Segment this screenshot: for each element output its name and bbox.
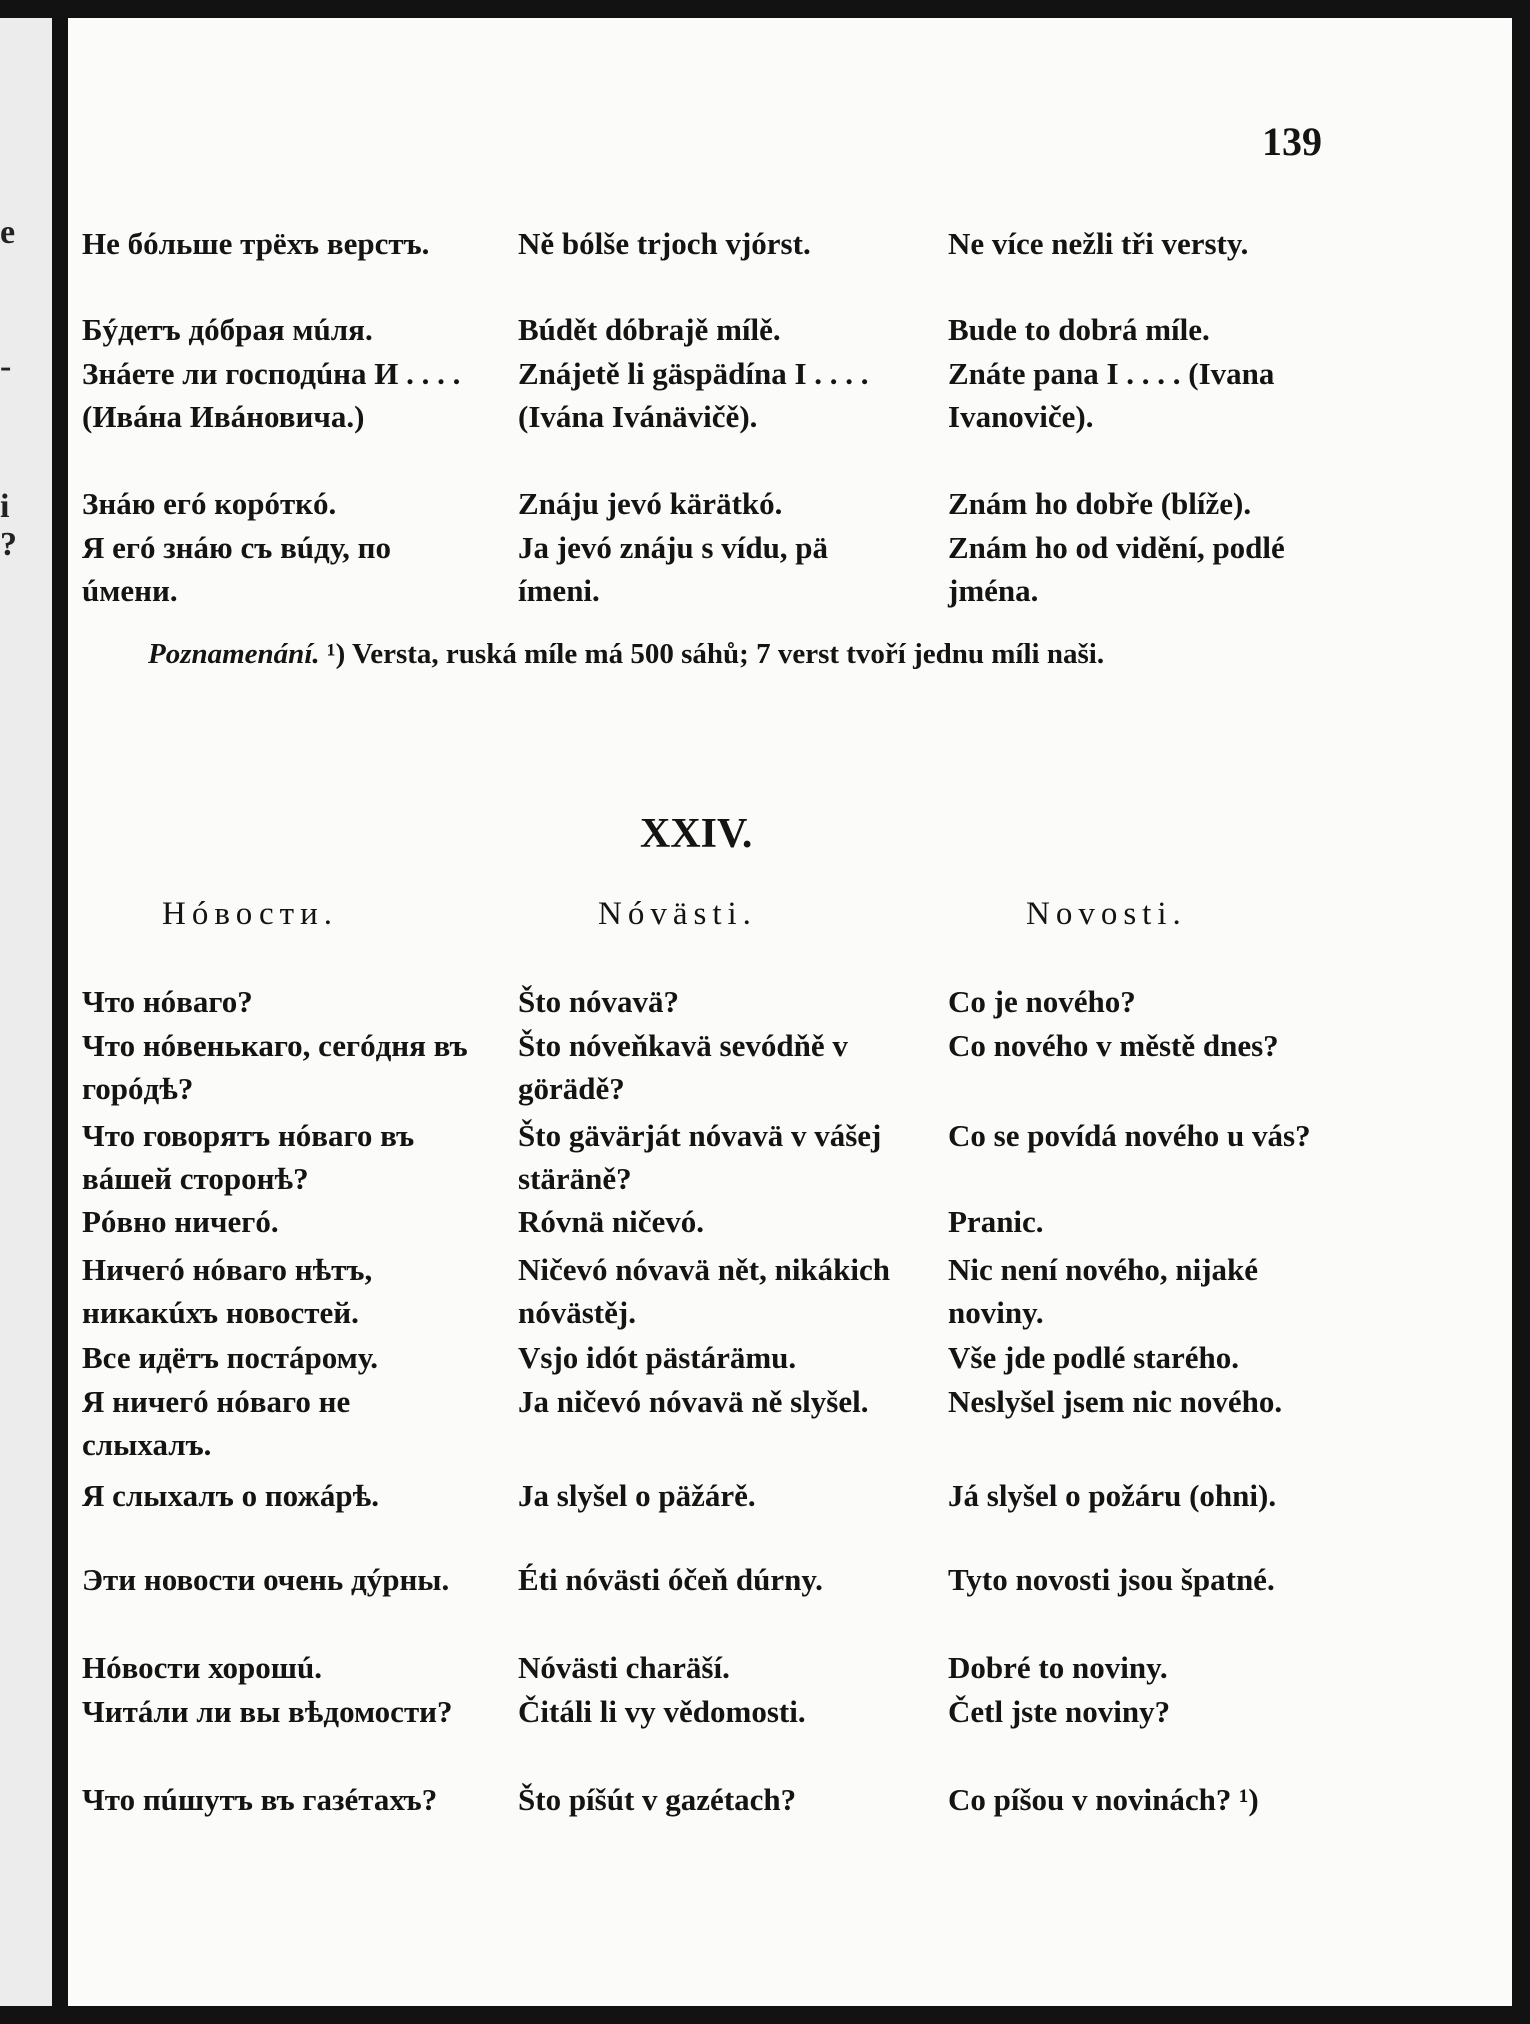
russian-phrase: Все идётъ постáрому. — [82, 1340, 378, 1375]
czech-translation: Ne více nežli tři versty. — [948, 226, 1249, 261]
czech-translation: Znám ho dobře (blíže). — [948, 486, 1252, 521]
czech-translation: Bude to dobrá míle. — [948, 312, 1210, 347]
czech-translation: Pranic. — [948, 1204, 1044, 1239]
previous-page-edge — [0, 18, 52, 2006]
transliteration-phrase: Éti nóvästi óčeň dúrny. — [518, 1562, 823, 1597]
czech-translation: Co nového v městě dnes? — [948, 1028, 1279, 1063]
transliteration-phrase: Róvnä ničevó. — [518, 1204, 704, 1239]
russian-phrase: Читáли ли вы вѣдомости? — [82, 1694, 453, 1729]
page-number: 139 — [1262, 119, 1322, 164]
transliteration-phrase: Ja ničevó nóvavä ně slyšel. — [518, 1384, 869, 1419]
previous-page-fragment: ? — [0, 526, 17, 563]
transliteration-phrase: Ja jevó znáju s vídu, pä ímeni. — [518, 530, 836, 608]
column-heading-czech: Novosti. — [1026, 896, 1187, 932]
transliteration-phrase: Znájetě li gäspädína I . . . . (Ivána Ivánävičě). — [518, 356, 877, 434]
transliteration-phrase: Nóvästi charäší. — [518, 1650, 730, 1685]
transliteration-phrase: Što gävärját nóvavä v vášej stäräně? — [518, 1118, 890, 1196]
russian-phrase: Что нóвенькаго, сегóдня въ горóдѣ? — [82, 1028, 476, 1106]
transliteration-phrase: Što píšút v gazétach? — [518, 1782, 797, 1817]
lesson-number: XXIV. — [640, 811, 753, 857]
russian-phrase: Не бóльше трёхъ верстъ. — [82, 226, 430, 261]
czech-translation: Vše jde podlé starého. — [948, 1340, 1240, 1375]
previous-page-fragment: - — [0, 348, 12, 385]
russian-phrase: Что пúшутъ въ газéтахъ? — [82, 1782, 438, 1817]
transliteration-phrase: Ně bólše trjoch vjórst. — [518, 226, 811, 261]
czech-translation: Znám ho od vidění, podlé jména. — [948, 530, 1293, 608]
footnote-text: ¹) Versta, ruská míle má 500 sáhů; 7 verst tvoří jednu míli naši. — [326, 638, 1105, 670]
russian-phrase: Бýдетъ дóбрая мúля. — [82, 312, 373, 347]
russian-phrase: Я ничегó нóваго не слыхалъ. — [82, 1384, 358, 1462]
footnote — [148, 634, 1338, 674]
russian-phrase: Я егó знáю съ вúду, по úмени. — [82, 530, 399, 608]
russian-phrase: Знáете ли господúна И . . . . (Ивáна Ивáновича.) — [82, 356, 469, 434]
russian-phrase: Что нóваго? — [82, 984, 253, 1019]
russian-phrase: Я слыхалъ о пожáрѣ. — [82, 1478, 379, 1513]
book-gutter — [52, 18, 68, 2006]
scan-frame-top — [0, 0, 1530, 18]
russian-phrase: Что говорятъ нóваго въ вáшей сторонѣ? — [82, 1118, 422, 1196]
transliteration-phrase: Znáju jevó kärätkó. — [518, 486, 783, 521]
previous-page-fragment: i — [0, 488, 10, 525]
russian-phrase: Знáю егó корóткó. — [82, 486, 337, 521]
russian-phrase: Ничегó нóваго нѣтъ, никакúхъ новостей. — [82, 1252, 380, 1330]
transliteration-phrase: Vsjo idót pästárämu. — [518, 1340, 797, 1375]
transliteration-phrase: Ničevó nóvavä nět, nikákich nóvästěj. — [518, 1252, 898, 1330]
czech-translation: Co píšou v novinách? ¹) — [948, 1782, 1259, 1817]
czech-translation: Co se povídá nového u vás? — [948, 1118, 1311, 1153]
scan-frame-bottom — [0, 2006, 1530, 2024]
russian-phrase: Нóвости хорошú. — [82, 1650, 322, 1685]
czech-translation: Já slyšel o požáru (ohni). — [948, 1478, 1277, 1513]
footnote-label: Poznamenání. — [148, 638, 320, 670]
czech-translation: Dobré to noviny. — [948, 1650, 1168, 1685]
russian-phrase: Рóвно ничегó. — [82, 1204, 279, 1239]
transliteration-phrase: Čitáli li vy vědomosti. — [518, 1694, 806, 1729]
czech-translation: Tyto novosti jsou špatné. — [948, 1562, 1275, 1597]
transliteration-phrase: Búdět dóbrajě mílě. — [518, 312, 781, 347]
russian-phrase: Эти новости очень дýрны. — [82, 1562, 450, 1597]
czech-translation: Četl jste noviny? — [948, 1694, 1171, 1729]
scan-frame-right — [1512, 0, 1530, 2024]
czech-translation: Co je nového? — [948, 984, 1136, 1019]
czech-translation: Nic není nového, nijaké noviny. — [948, 1252, 1266, 1330]
column-heading-russian: Нóвости. — [162, 896, 338, 932]
transliteration-phrase: Što nóvavä? — [518, 984, 680, 1019]
czech-translation: Neslyšel jsem nic nového. — [948, 1384, 1283, 1419]
czech-translation: Znáte pana I . . . . (Ivana Ivanoviče). — [948, 356, 1283, 434]
column-heading-transliteration: Nóvästi. — [598, 896, 757, 932]
transliteration-phrase: Što nóveňkavä sevódňě v görädě? — [518, 1028, 856, 1106]
previous-page-fragment: e — [0, 214, 16, 251]
transliteration-phrase: Ja slyšel o päžárě. — [518, 1478, 756, 1513]
